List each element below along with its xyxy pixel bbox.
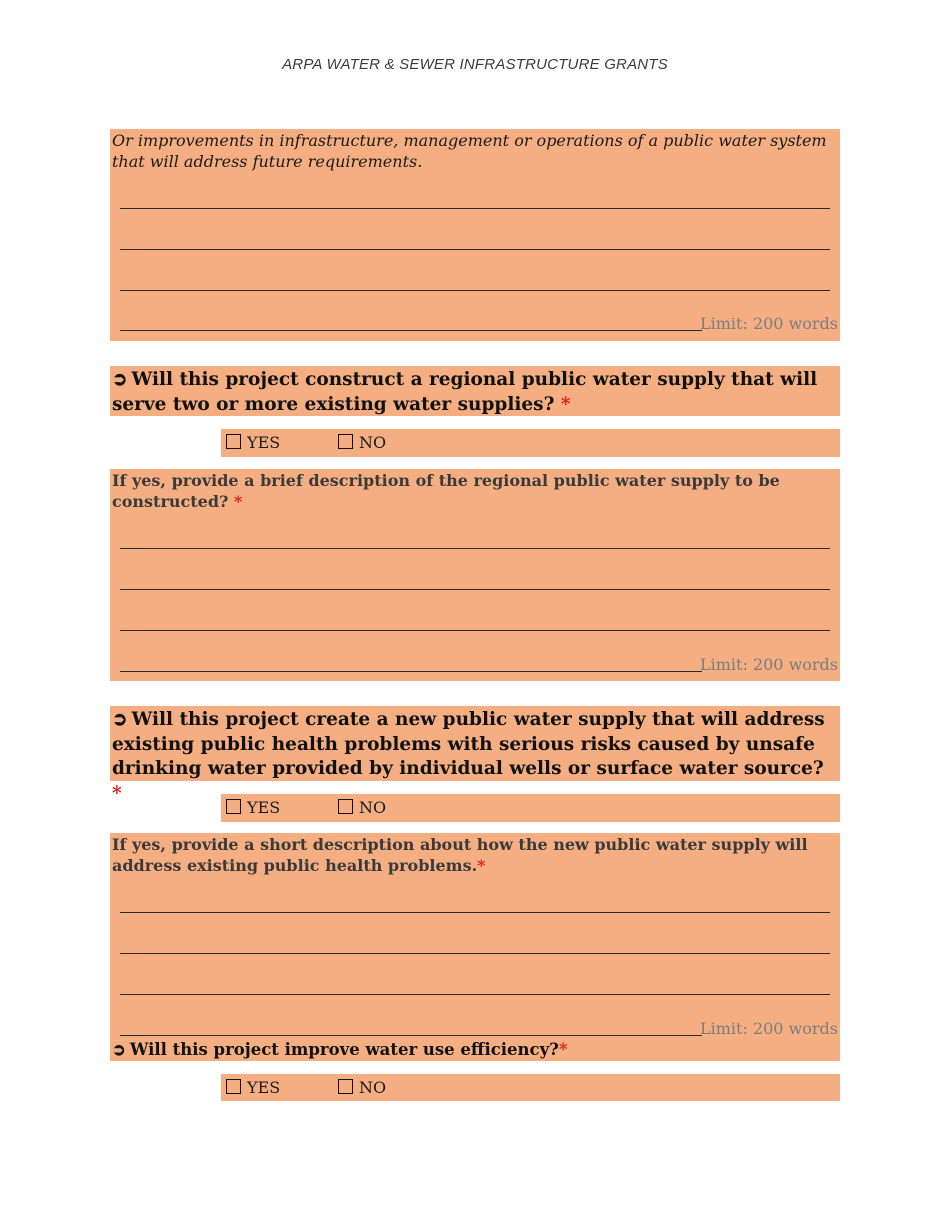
checkbox-yes[interactable] [226, 1079, 241, 1094]
followup-2-label: If yes, provide a short description about how the new public water supply will address existing public health problems. [112, 835, 808, 875]
answer-line-1[interactable] [120, 208, 830, 209]
required-marker: * [233, 492, 243, 511]
question-2-options [221, 794, 840, 822]
followup-1-text [112, 470, 834, 512]
question-1-label: Will this project construct a regional public water supply that will serve two or more existing water supplies? [112, 369, 818, 415]
yes-option[interactable] [226, 432, 280, 454]
page-header: ARPA WATER & SEWER INFRASTRUCTURE GRANTS [282, 56, 668, 73]
answer-line-4[interactable] [120, 671, 702, 672]
question-2-followup-section [110, 833, 840, 1061]
answer-line-4[interactable] [120, 330, 702, 331]
followup-1-label: If yes, provide a brief description of the regional public water supply to be constructed? [112, 471, 780, 511]
question-3-options [221, 1074, 840, 1101]
word-limit-label: Limit: 200 words [700, 314, 838, 333]
answer-line-3[interactable] [120, 994, 830, 995]
checkbox-no[interactable] [338, 434, 353, 449]
checkbox-yes[interactable] [226, 799, 241, 814]
required-marker: * [560, 393, 571, 415]
checkbox-no[interactable] [338, 799, 353, 814]
required-marker: * [558, 1040, 568, 1059]
answer-line-4[interactable] [120, 1035, 702, 1036]
question-1-section [110, 366, 840, 416]
no-label: NO [359, 798, 387, 817]
required-marker: * [477, 856, 486, 875]
question-3-label: Will this project improve water use efficiency? [129, 1040, 559, 1059]
answer-line-1[interactable] [120, 912, 830, 913]
answer-line-2[interactable] [120, 953, 830, 954]
word-limit-label: Limit: 200 words [700, 655, 838, 674]
answer-line-2[interactable] [120, 589, 830, 590]
yes-option[interactable] [226, 1077, 280, 1099]
yes-label: YES [247, 1078, 281, 1097]
answer-line-3[interactable] [120, 290, 830, 291]
answer-line-1[interactable] [120, 548, 830, 549]
arrow-icon: ➲ [112, 1040, 126, 1059]
followup-2-text [112, 834, 834, 876]
required-marker: * [112, 782, 122, 804]
question-3-text [112, 1039, 834, 1060]
arrow-icon: ➲ [112, 709, 128, 730]
answer-line-2[interactable] [120, 249, 830, 250]
no-label: NO [359, 1078, 387, 1097]
no-option[interactable] [338, 797, 386, 819]
no-option[interactable] [338, 1077, 386, 1099]
word-limit-label: Limit: 200 words [700, 1019, 838, 1038]
answer-line-3[interactable] [120, 630, 830, 631]
question-2-label: Will this project create a new public water supply that will address existing public health problems with serious risks caused by unsafe drinking water provided by individual wells or surface water source? [112, 709, 825, 779]
no-label: NO [359, 433, 387, 452]
yes-option[interactable] [226, 797, 280, 819]
question-2-section [110, 706, 840, 804]
question-2-text [112, 708, 834, 806]
yes-label: YES [247, 433, 281, 452]
question-1-text [112, 368, 834, 417]
question-1-followup-section [110, 469, 840, 681]
no-option[interactable] [338, 432, 386, 454]
yes-label: YES [247, 798, 281, 817]
checkbox-yes[interactable] [226, 434, 241, 449]
intro-section [110, 129, 840, 341]
question-1-options [221, 429, 840, 457]
checkbox-no[interactable] [338, 1079, 353, 1094]
intro-text: Or improvements in infrastructure, management or operations of a public water system that will address future requirements. [112, 131, 827, 171]
arrow-icon: ➲ [112, 369, 128, 390]
